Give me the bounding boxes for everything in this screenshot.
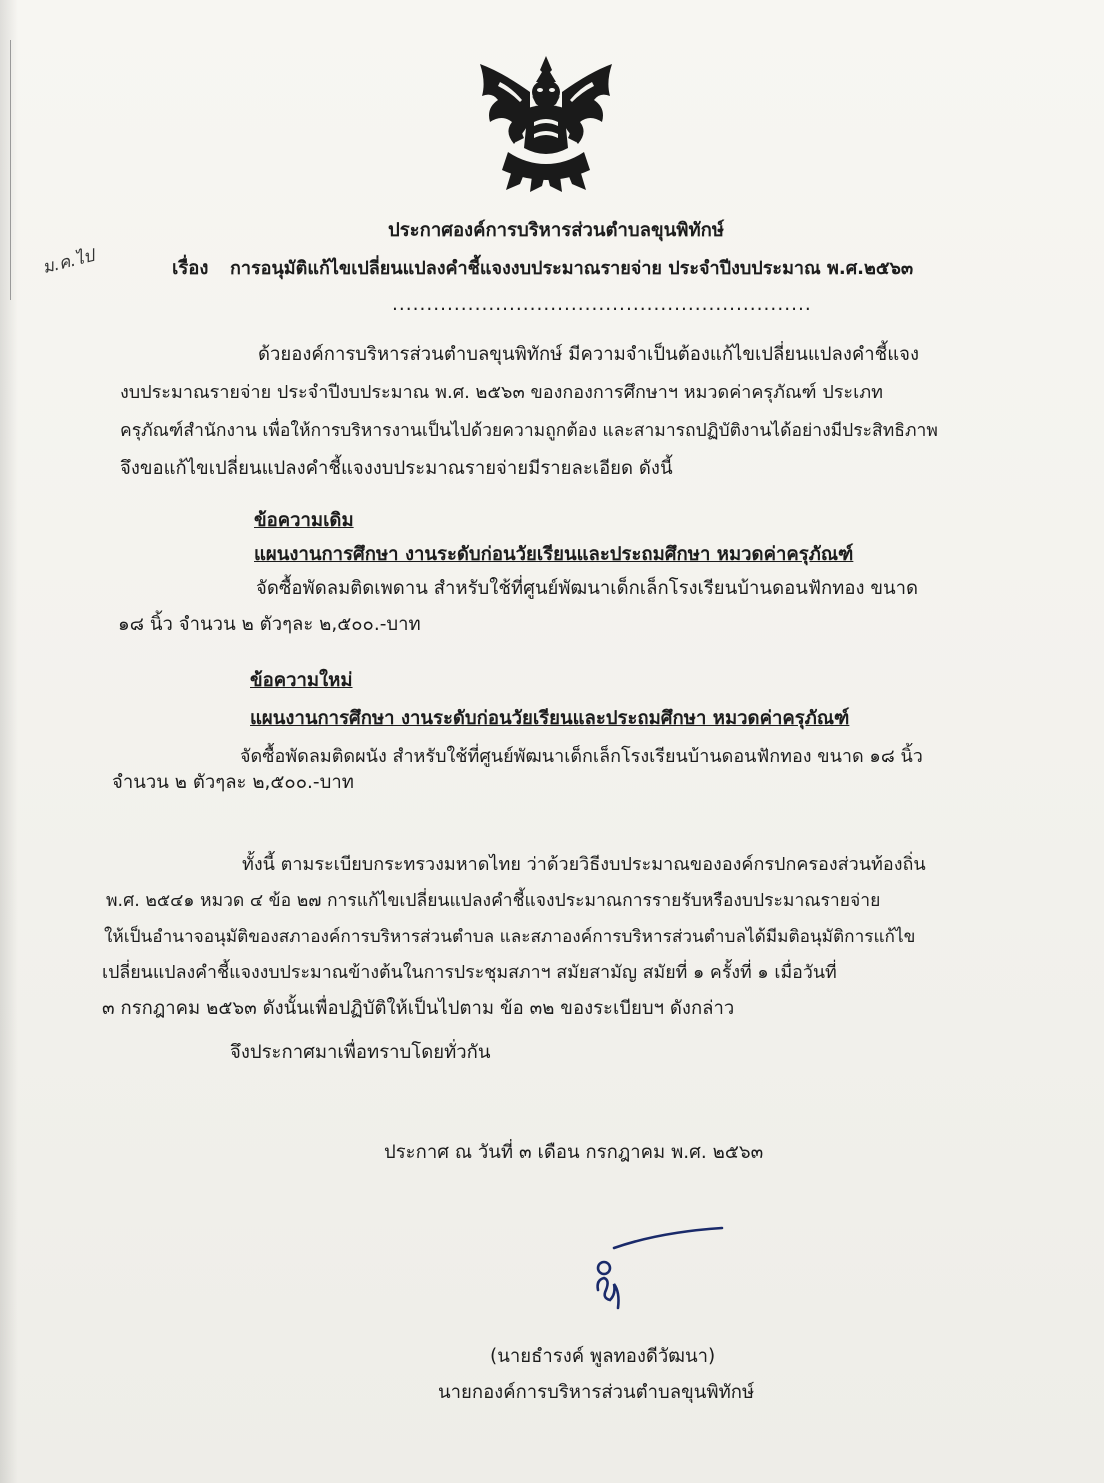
original-line-1: จัดซื้อพัดลมติดเพดาน สำหรับใช้ที่ศูนย์พัฒนาเด็กเล็กโรงเรียนบ้านดอนฟักทอง ขนาด: [256, 578, 919, 599]
title-divider: .............................................................: [392, 294, 812, 315]
authority-line-1: ทั้งนี้ ตามระเบียบกระทรวงมหาดไทย ว่าด้วยวิธีงบประมาณขององค์กรปกครองส่วนท้องถิ่น: [242, 854, 926, 875]
margin-handwritten-note: ม.ค.ไป: [40, 245, 97, 279]
announcement-date: ประกาศ ณ วันที่ ๓ เดือน กรกฎาคม พ.ศ. ๒๕๖๓: [384, 1142, 764, 1163]
intro-line-4: จึงขอแก้ไขเปลี่ยนแปลงคำชี้แจงงบประมาณรายจ่ายมีรายละเอียด ดังนี้: [120, 458, 673, 479]
revised-heading: ข้อความใหม่: [250, 670, 353, 691]
closing-text: จึงประกาศมาเพื่อทราบโดยทั่วกัน: [230, 1042, 491, 1063]
page-edge-shadow: [0, 0, 18, 1483]
authority-line-4: เปลี่ยนแปลงคำชี้แจงงบประมาณข้างต้นในการประชุมสภาฯ สมัยสามัญ สมัยที่ ๑ ครั้งที่ ๑ เมื่อวันที่: [102, 962, 837, 983]
intro-line-3: ครุภัณฑ์สำนักงาน เพื่อให้การบริหารงานเป็นไปด้วยความถูกต้อง และสามารถปฏิบัติงานได้อย่างมีประสิทธิภาพ: [120, 421, 938, 441]
original-plan: แผนงานการศึกษา งานระดับก่อนวัยเรียนและประถมศึกษา หมวดค่าครุภัณฑ์: [254, 544, 854, 565]
signer-position: นายกองค์การบริหารส่วนตำบลขุนพิทักษ์: [438, 1382, 755, 1403]
subject-text: การอนุมัติแก้ไขเปลี่ยนแปลงคำชี้แจงงบประมาณรายจ่าย ประจำปีงบประมาณ พ.ศ.๒๕๖๓: [230, 258, 914, 279]
page-edge-line: [10, 40, 11, 300]
revised-plan: แผนงานการศึกษา งานระดับก่อนวัยเรียนและประถมศึกษา หมวดค่าครุภัณฑ์: [250, 708, 850, 729]
original-line-2: ๑๘ นิ้ว จำนวน ๒ ตัวๆละ ๒,๕๐๐.-บาท: [118, 614, 421, 635]
signer-name: (นายธำรงค์ พูลทองดีวัฒนา): [490, 1346, 716, 1367]
authority-line-2: พ.ศ. ๒๕๔๑ หมวด ๔ ข้อ ๒๗ การแก้ไขเปลี่ยนแปลงคำชี้แจงประมาณการรายรับหรืองบประมาณรายจ่าย: [106, 891, 881, 911]
authority-line-5: ๓ กรกฎาคม ๒๕๖๓ ดังนั้นเพื่อปฏิบัติให้เป็นไปตาม ข้อ ๓๒ ของระเบียบฯ ดังกล่าว: [102, 998, 735, 1019]
revised-line-1: จัดซื้อพัดลมติดผนัง สำหรับใช้ที่ศูนย์พัฒนาเด็กเล็กโรงเรียนบ้านดอนฟักทอง ขนาด ๑๘ นิ้ว: [240, 746, 923, 767]
subject-label: เรื่อง: [172, 258, 209, 279]
intro-line-1: ด้วยองค์การบริหารส่วนตำบลขุนพิทักษ์ มีความจำเป็นต้องแก้ไขเปลี่ยนแปลงคำชี้แจง: [258, 344, 920, 365]
document-title: ประกาศองค์การบริหารส่วนตำบลขุนพิทักษ์: [388, 220, 725, 241]
handwritten-signature: [580, 1220, 730, 1340]
original-heading: ข้อความเดิม: [254, 510, 354, 531]
intro-line-2: งบประมาณรายจ่าย ประจำปีงบประมาณ พ.ศ. ๒๕๖๓ ของกองการศึกษาฯ หมวดค่าครุภัณฑ์ ประเภท: [120, 382, 883, 403]
authority-line-3: ให้เป็นอำนาจอนุมัติของสภาองค์การบริหารส่วนตำบล และสภาองค์การบริหารส่วนตำบลได้มีมติอนุมัติการแก้ไข: [104, 927, 916, 947]
revised-line-2: จำนวน ๒ ตัวๆละ ๒,๕๐๐.-บาท: [112, 772, 354, 793]
garuda-emblem-icon: [472, 52, 620, 194]
